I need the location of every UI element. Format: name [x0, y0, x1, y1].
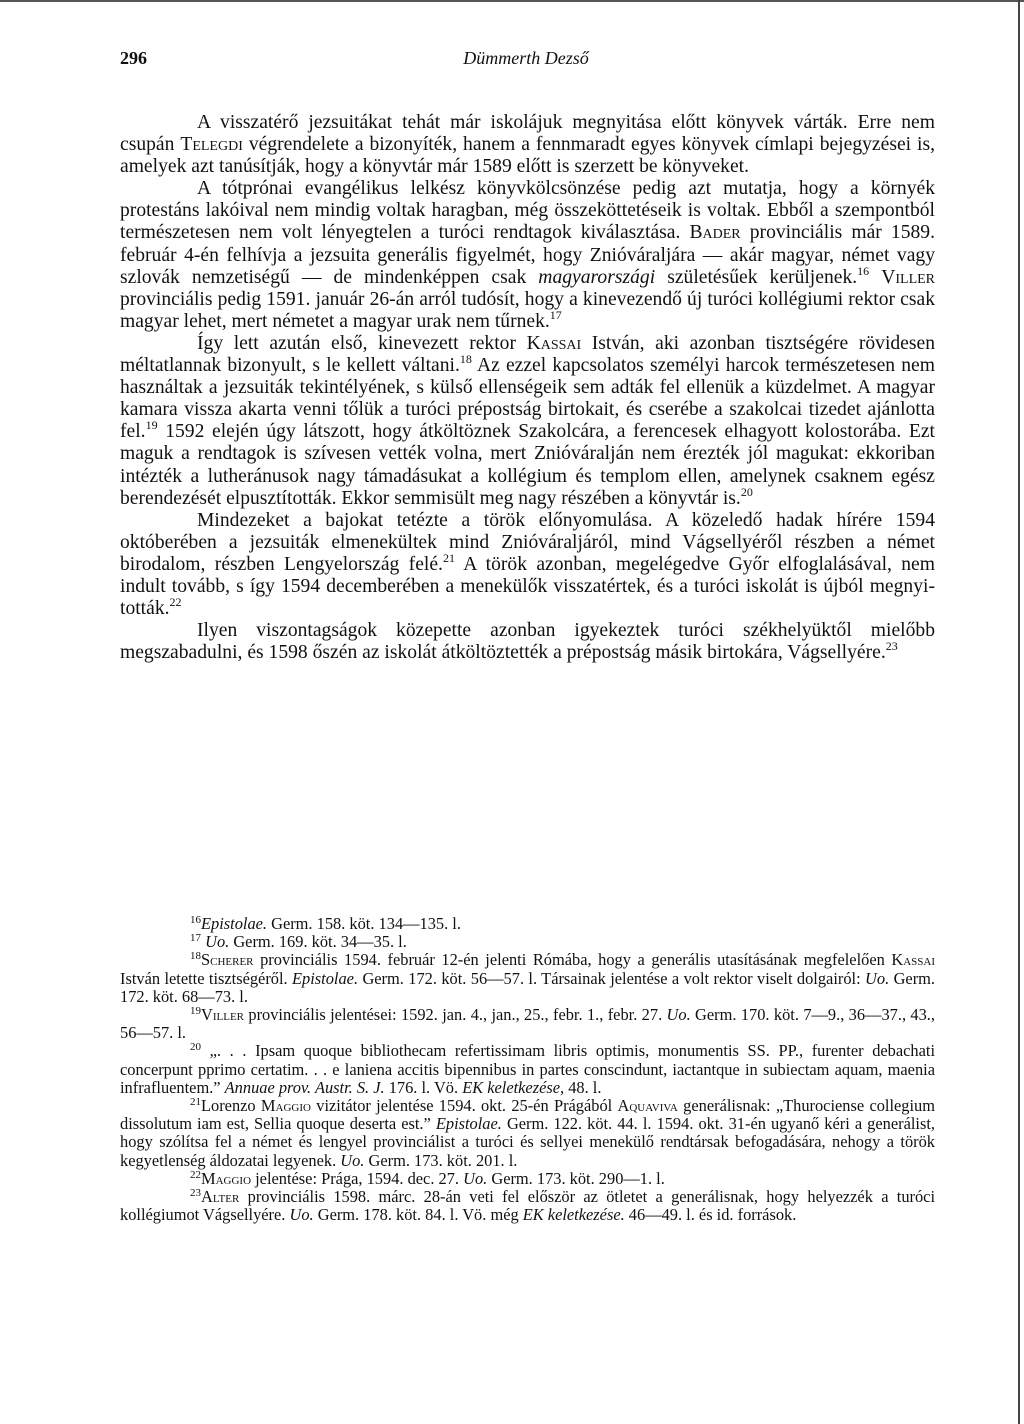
footnote-ref: 21 [442, 550, 455, 565]
footnote-ref: 20 [740, 484, 753, 499]
footnote: $^{16}$Epistolae. Germ. 158. köt. 134—135. l. [190, 914, 461, 933]
footnote: $^{17}$ Uo. Germ. 169. köt. 34—35. l. [190, 932, 407, 952]
footnote: $^{20}$ „. . . Ipsam quoque bibliothecam refertissimam libris optimis, monumentis SS. PP., furenter debachati concerpunt pprimo certatim. . . e laniena accitis bipennibus in partes conscindunt, iactantque in subiectam aquam, maenia infrafluentem.” Annuae prov. Austr. S. J. 176. l. Vö. EK keletkezése, 48. l. [120, 1041, 935, 1097]
paragraph: A visszatérő jezsuitákat tehát már iskolájuk megnyitása előtt könyvek várták. Erre nem csupán Telegdi végrendelete a bizonyíték, hanem a fennmaradt egyes könyvek címlapi bejegyzései is, amelyek azt tanúsítják, hogy a könyvtár már 1589 előtt is szerzett be könyveket. [120, 112, 935, 178]
footnote-ref: 17 [549, 307, 562, 322]
page-header [120, 48, 932, 78]
paragraph: Így lett azután első, kinevezett rektor Kassai István, aki azonban tisztségére rövidesen méltatlannak bizonyult, s le kellett váltani.$^{18}$ Az ezzel kapcsolatos személyi harcok természetesen nem használtak a jezsuiták tekintélyének, s külső ellenségeik sem adták fel ellenük a küzdelmet. A magyar kamara vissza akarta venni tőlük a turóci prépostság birtokait, és cserébe a szakolcai tizedet ajánlotta fel.$^{19}$ 1592 elején úgy látszott, hogy átköltöznek Szakolcára, a ferencesek elhagyott kolostorába. Ezt maguk a rendtagok is szívesen vették volna, mert Znióváralján nem érezték jól magukat: ekkoriban intézték a lutheránusok nagy támadásukat a kollégium és templom ellen, amelynek csaknem egész berendezését elpusztították. Ekkor semmisült meg nagy részében a könyvtár is.$^{20}$ [120, 332, 936, 509]
footnote-ref: 16 [857, 263, 870, 278]
footnote: $^{23}$Alter provinciális 1598. márc. 28-án veti fel először az ötletet a generálisnak, hogy helyezzék a turóci kollégiumot Vágsellyére. Uo. Germ. 178. köt. 84. l. Vö. még EK keletkezése. 46—49. l. és id. források. [120, 1187, 935, 1225]
footnote-ref: 22 [169, 595, 182, 610]
footnote-ref: 18 [459, 352, 472, 367]
footnote: $^{19}$Viller provinciális jelentései: 1592. jan. 4., jan., 25., febr. 1., febr. 27. Uo. Germ. 170. köt. 7—9., 36—37., 43., 56—57. l. [120, 1005, 935, 1043]
scan-edge-top [0, 0, 1024, 2]
scan-edge-right [1018, 0, 1020, 1424]
footnote-ref: 19 [145, 418, 158, 433]
paragraph: Mindezeket a bajokat tetézte a török előnyomulása. A közeledő hadak hírére 1594 októberében a jezsuiták elmenekültek mind Znióváraljáról, mind Vágsellyéről részben a német birodalom, részben Lengyelország felé.$^{21}$ A török azonban, megelégedve Győr elfoglalásával, nem indult tovább, s így 1594 decemberében a menekülők visszatértek, és a turóci iskolát is újból megnyitották.$^{22}$ [120, 509, 935, 620]
footnotes [120, 915, 935, 1224]
page-number: 296 [120, 48, 147, 68]
running-head: Dümmerth Dezső [463, 48, 589, 68]
footnote: $^{21}$Lorenzo Maggio vizitátor jelentése 1594. okt. 25-én Prágából Aquaviva generálisnak: „Thurociense collegium dissolutum iam est, Sellia quoque deserta est.” Epistolae. Germ. 122. köt. 44. l. 1594. okt. 31-én ugyanő kéri a generálist, hogy szólítsa fel a német és lengyel provinciálist a turóci és sellyei menekülő rendtársak befogadására, nehogy a török kegyetlenség áldozatai legyenek. Uo. Germ. 173. köt. 201. l. [120, 1096, 935, 1170]
paragraph: Ilyen viszontagságok közepette azonban igyekeztek turóci székhelyüktől mielőbb megszabadulni, és 1598 őszén az iskolát átköltöztették a prépostság másik birtokára, Vágsellyére.$^{23}$ [120, 620, 935, 664]
paragraph: A tótprónai evangélikus lelkész könyvkölcsönzése pedig azt mutatja, hogy a környék protestáns lakóival nem mindig voltak haragban, még összeköttetéseik is voltak. Ebből a szempontból természetesen nem volt lényegtelen a turóci rendtagok kiválasztása. Bader provinciális már 1589. február 4-én felhívja a jezsuita generális figyelmét, hogy Znióváraljára — akár magyar, német vagy szlovák nemzetiségű — de mindenképpen csak magyarországi születésűek kerüljenek.$^{16}$ Viller provinciális pedig 1591. január 26-án arról tudósít, hogy a kinevezendő új turóci kollégiumi rektor csak magyar lehet, mert németet a magyar urak nem tűrnek.$^{17}$ [120, 178, 936, 332]
footnote: $^{18}$Scherer provinciális 1594. február 12-én jelenti Rómába, hogy a generális utasításának megfelelően Kassai István letette tisztségéről. Epistolae. Germ. 172. köt. 56—57. l. Társainak jelentése a volt rektor viselt dolgairól: Uo. Germ. 172. köt. 68—73. l. [120, 950, 935, 1006]
footnote-ref: 23 [885, 639, 898, 654]
footnote: $^{22}$Maggio jelentése: Prága, 1594. dec. 27. Uo. Germ. 173. köt. 290—1. l. [190, 1168, 665, 1188]
body-text [120, 112, 935, 664]
